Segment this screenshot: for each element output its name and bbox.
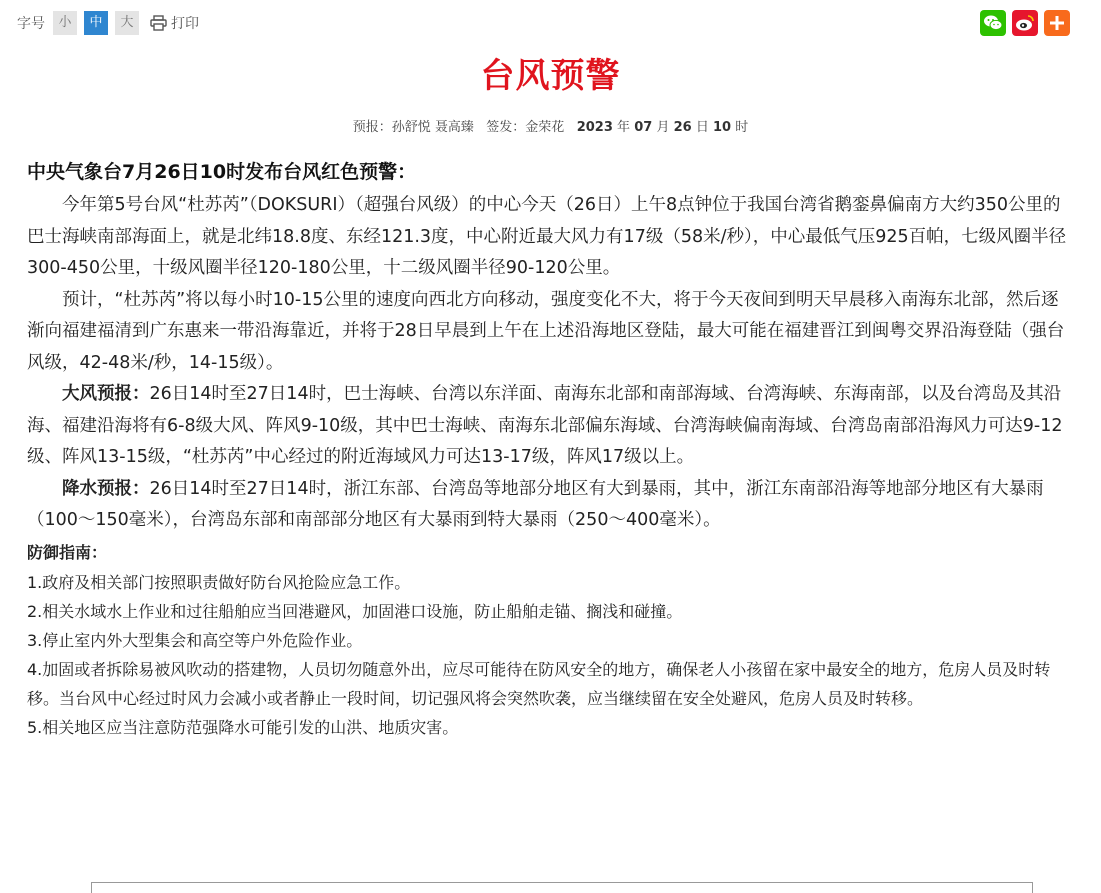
rain-forecast-paragraph — [27, 474, 1073, 537]
issue-month: 07 — [634, 120, 653, 135]
issuer-label: 签发：金荣花 — [486, 120, 565, 135]
guide-item: 3.停止室内外大型集会和高空等户外危险作业。 — [27, 630, 363, 650]
font-size-toolbar — [17, 11, 199, 35]
bottom-panel-edge — [91, 882, 1033, 893]
rain-forecast-text: 26日14时至27日14时，浙江东部、台湾岛等地部分地区有大到暴雨，其中，浙江东南部沿海等地部分地区有大暴雨（100～150毫米），台湾岛东部和南部部分地区有大暴雨到特大暴雨（250～400毫米）。 — [27, 478, 1044, 530]
guide-item: 5.相关地区应当注意防范强降水可能引发的山洪、地质灾害。 — [27, 717, 459, 737]
typhoon-forecast-paragraph: 预计，“杜苏芮”将以每小时10-15公里的速度向西北方向移动，强度变化不大，将于今天夜间到明天早晨移入南海东北部，然后逐渐向福建福清到广东惠来一带沿海靠近，并将于28日早晨到上午在上述沿海地区登陆，最大可能在福建晋江到闽粤交界沿海登陆（强台风级，42-48米/秒，14-15级）。 — [27, 289, 1065, 373]
issue-day: 26 — [673, 120, 692, 135]
wind-forecast-label: 大风预报： — [62, 384, 150, 404]
article-body — [27, 158, 1073, 742]
font-size-label: 字号 — [17, 16, 45, 32]
print-label: 打印 — [171, 16, 199, 32]
guide-item: 4.加固或者拆除易被风吹动的搭建物，人员切勿随意外出，应尽可能待在防风安全的地方，确保老人小孩留在家中最安全的地方，危房人员及时转移。当台风中心经过时风力会减小或者静止一段时间，切记强风将会突然吹袭，应当继续留在安全处避风，危房人员及时转移。 — [27, 659, 1051, 708]
page-title: 台风预警 — [480, 56, 621, 96]
month-unit: 月 — [656, 120, 670, 135]
plus-icon — [1048, 14, 1066, 32]
year-unit: 年 — [617, 120, 631, 135]
share-buttons — [980, 10, 1070, 36]
print-button[interactable] — [150, 13, 199, 33]
printer-icon — [150, 15, 167, 31]
wind-forecast-paragraph — [27, 379, 1073, 474]
guide-item: 1.政府及相关部门按照职责做好防台风抢险应急工作。 — [27, 572, 411, 592]
wechat-icon — [983, 14, 1003, 32]
weibo-share-button[interactable] — [1012, 10, 1038, 36]
defense-guide-heading: 防御指南： — [27, 542, 108, 562]
font-size-medium-button[interactable]: 中 — [84, 11, 108, 35]
font-size-large-button[interactable]: 大 — [115, 11, 139, 35]
weibo-icon — [1015, 14, 1035, 32]
more-share-button[interactable] — [1044, 10, 1070, 36]
rain-forecast-label: 降水预报： — [62, 478, 150, 499]
article-meta — [0, 116, 1101, 135]
day-unit: 日 — [695, 120, 709, 135]
hour-unit: 时 — [735, 120, 749, 135]
guide-item: 2.相关水域水上作业和过往船舶应当回港避风，加固港口设施，防止船舶走锚、搁浅和碰撞。 — [27, 601, 683, 621]
wind-forecast-text: 26日14时至27日14时，巴士海峡、台湾以东洋面、南海东北部和南部海域、台湾海峡、东海南部，以及台湾岛及其沿海、福建沿海将有6-8级大风、阵风9-10级，其中巴士海峡、南海东北部偏东海域、台湾海峡偏南海域、台湾岛南部沿海风力可达9-12级、阵风13-15级，“杜苏芮”中心经过的附近海域风力可达13-17级，阵风17级以上。 — [27, 384, 1063, 467]
issue-hour: 10 — [712, 120, 732, 135]
font-size-small-button[interactable]: 小 — [53, 11, 77, 35]
typhoon-position-paragraph: 今年第5号台风“杜苏芮”（DOKSURI）（超强台风级）的中心今天（26日）上午8点钟位于我国台湾省鹅銮鼻偏南方大约350公里的巴士海峡南部海面上，就是北纬18.8度、东经121.3度，中心附近最大风力有17级（58米/秒），中心最低气压925百帕，七级风圈半径300-450公里，十级风圈半径120-180公里，十二级风圈半径90-120公里。 — [27, 195, 1067, 278]
issue-year: 2023 — [576, 120, 613, 135]
warning-lead: 中央气象台7月26日10时发布台风红色预警： — [27, 161, 417, 183]
forecaster-label: 预报：孙舒悦 聂高臻 — [352, 120, 474, 135]
wechat-share-button[interactable] — [980, 10, 1006, 36]
